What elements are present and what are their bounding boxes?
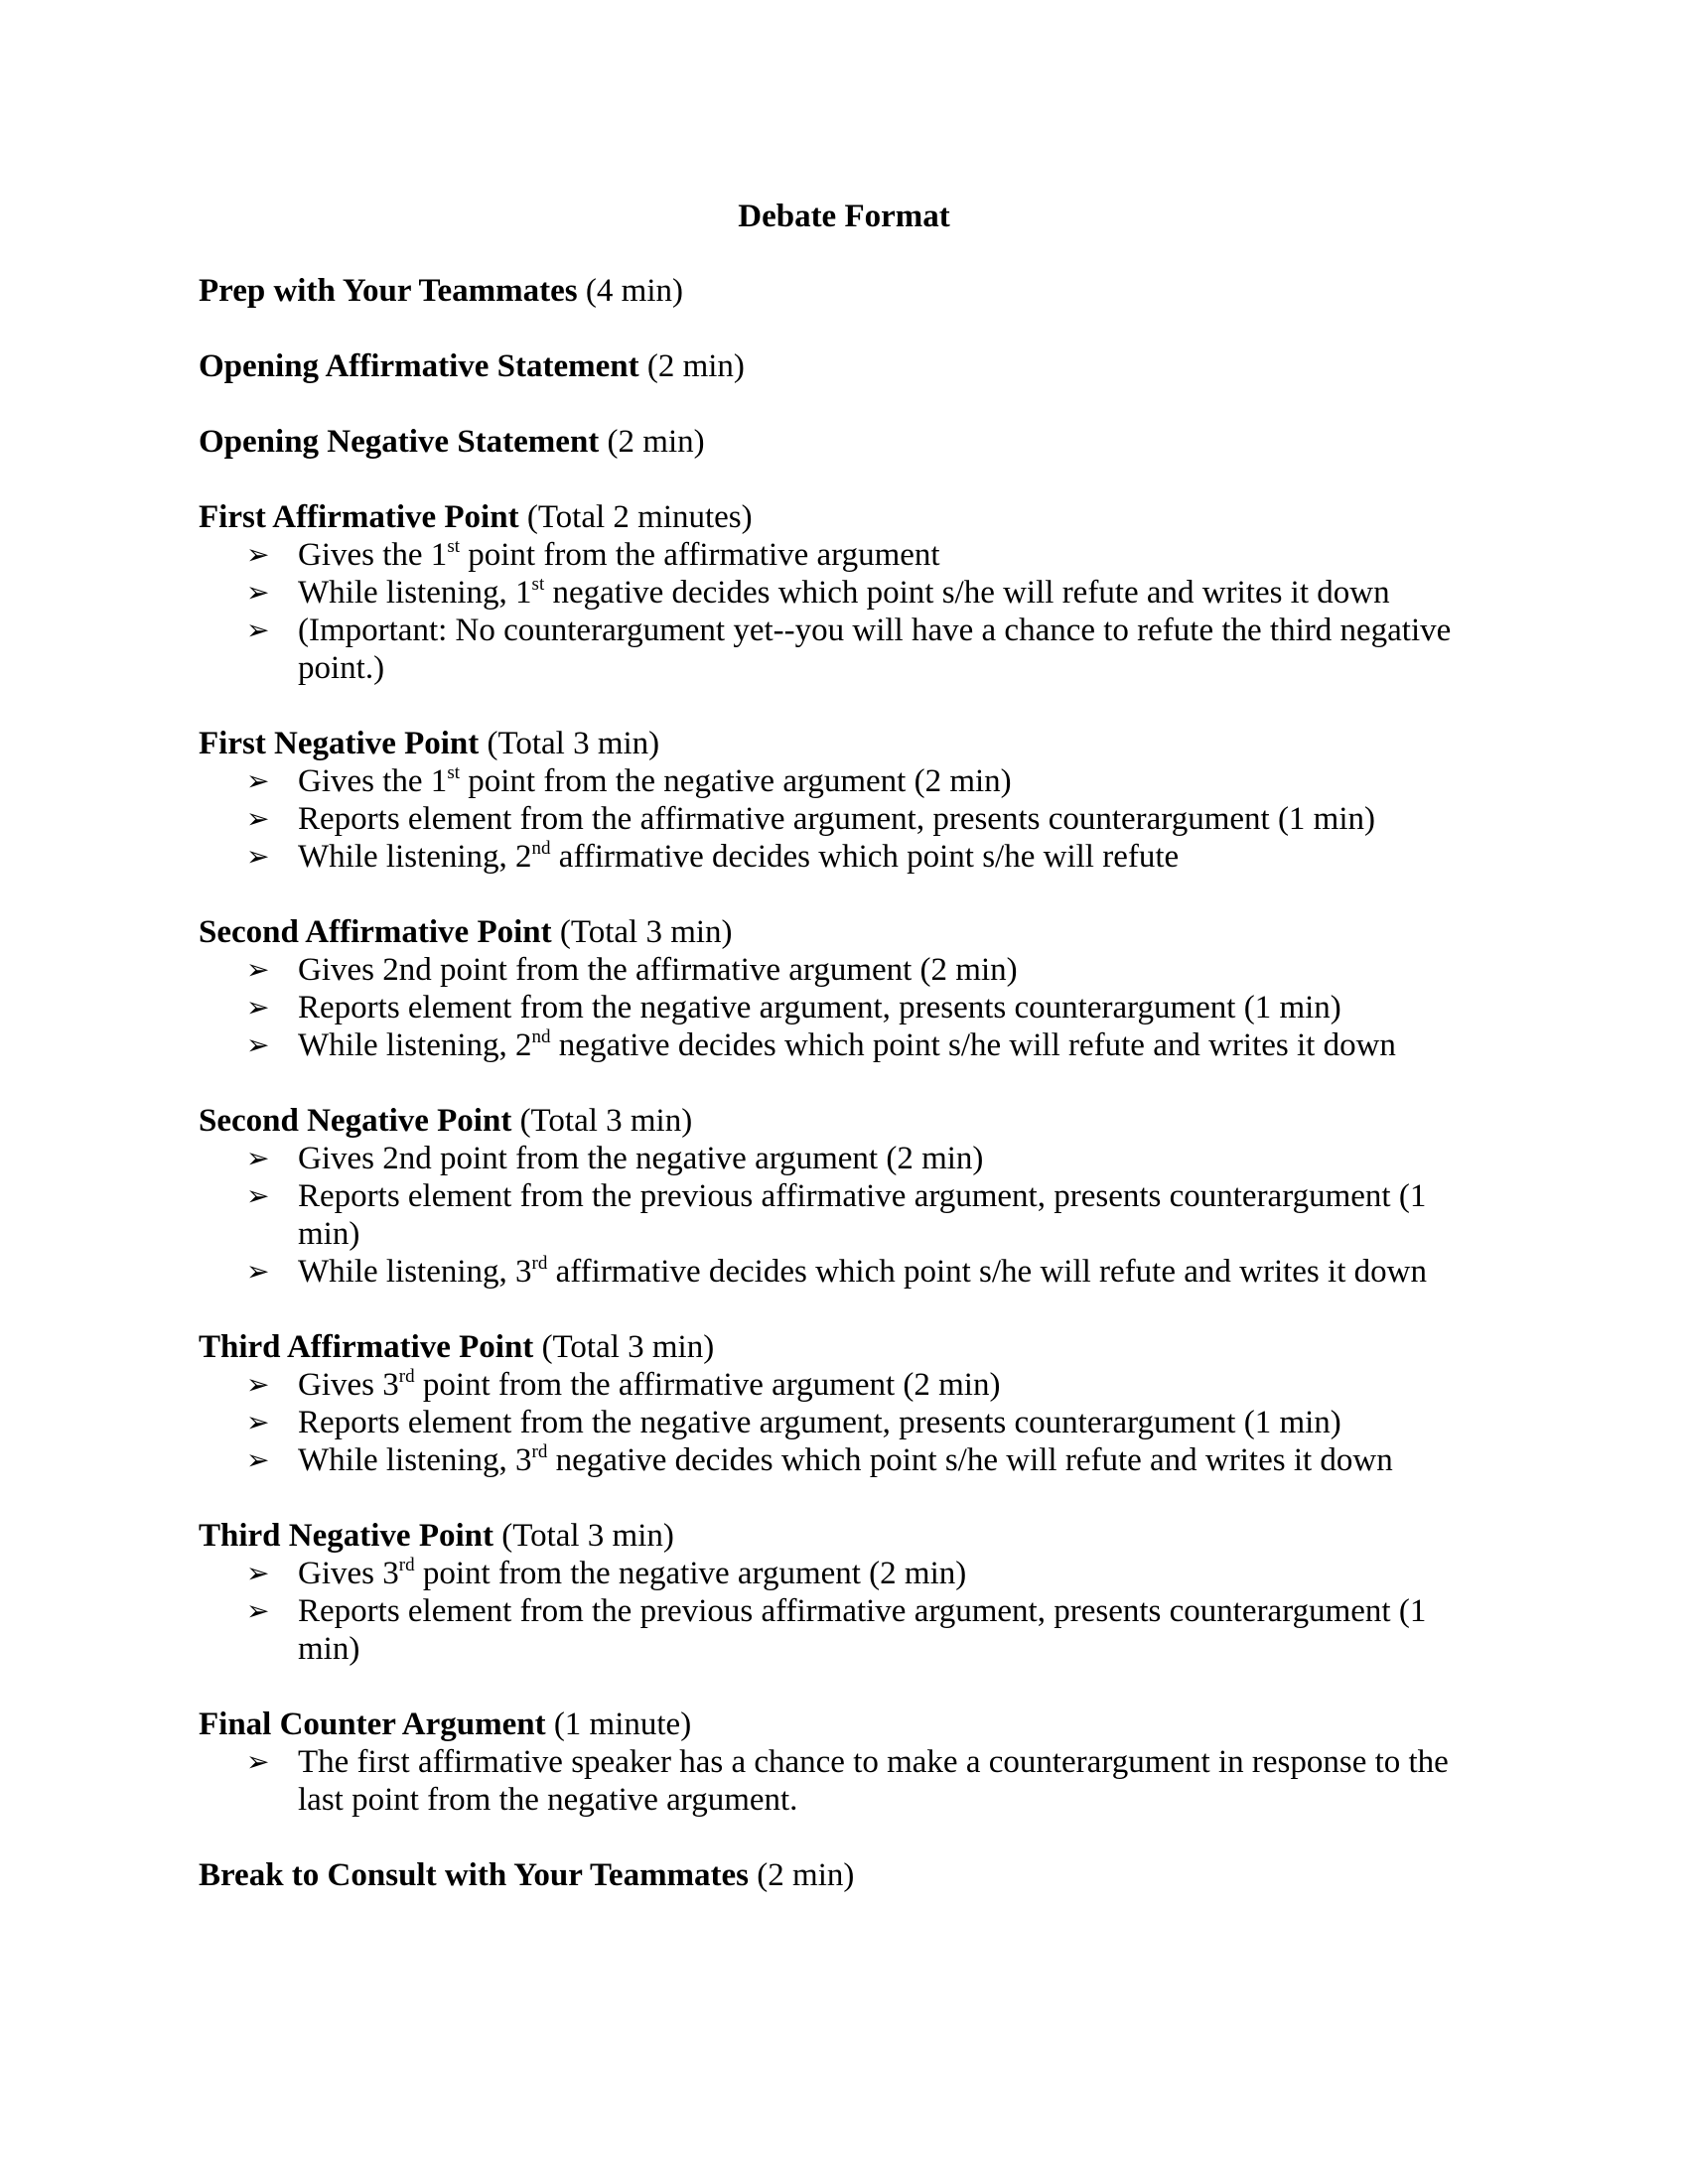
arrow-bullet-icon: ➢ bbox=[246, 1028, 270, 1061]
arrow-bullet-icon: ➢ bbox=[246, 1443, 270, 1476]
section bbox=[199, 1517, 1489, 1668]
section-heading-duration: (Total 3 min) bbox=[551, 914, 733, 950]
ordinal-superscript: st bbox=[447, 536, 460, 557]
section-heading-title: Break to Consult with Your Teammates bbox=[199, 1857, 750, 1893]
section-heading-title: First Negative Point bbox=[199, 726, 480, 761]
arrow-bullet-icon: ➢ bbox=[246, 840, 270, 873]
bullet-item: ➢ The first affirmative speaker has a chance to make a counterargument in response to the last point from the negative argument. bbox=[246, 1744, 1449, 1818]
section-heading bbox=[199, 347, 1489, 385]
ordinal-superscript: st bbox=[447, 762, 460, 783]
arrow-bullet-icon: ➢ bbox=[246, 1745, 270, 1778]
bullet-item: ➢ While listening, 3rd affirmative decides which point s/he will refute and writes it down bbox=[246, 1253, 1427, 1290]
section-heading-title: First Affirmative Point bbox=[199, 499, 519, 535]
section-heading bbox=[199, 1328, 1489, 1366]
bullet-list bbox=[199, 536, 1489, 687]
section-heading bbox=[199, 1102, 1489, 1140]
bullet-list bbox=[199, 951, 1489, 1064]
section-heading bbox=[199, 423, 1489, 461]
section-heading bbox=[199, 498, 1489, 536]
arrow-bullet-icon: ➢ bbox=[246, 538, 270, 571]
bullet-list bbox=[199, 1743, 1489, 1819]
section bbox=[199, 1706, 1489, 1819]
arrow-bullet-icon: ➢ bbox=[246, 1255, 270, 1288]
section-heading-duration: (2 min) bbox=[599, 424, 705, 460]
document-title: Debate Format bbox=[738, 199, 950, 234]
section-heading-duration: (Total 3 min) bbox=[511, 1103, 693, 1139]
section-heading-duration: (1 minute) bbox=[545, 1706, 692, 1742]
section bbox=[199, 347, 1489, 385]
bullet-item: ➢ Gives the 1st point from the affirmative argument bbox=[246, 536, 940, 573]
section-heading bbox=[199, 725, 1489, 762]
section-heading bbox=[199, 272, 1489, 310]
arrow-bullet-icon: ➢ bbox=[246, 1406, 270, 1438]
section bbox=[199, 272, 1489, 310]
bullet-list bbox=[199, 1366, 1489, 1479]
section-heading-duration: (2 min) bbox=[638, 348, 745, 384]
section bbox=[199, 498, 1489, 687]
ordinal-superscript: st bbox=[531, 574, 545, 595]
section-heading bbox=[199, 1517, 1489, 1555]
arrow-bullet-icon: ➢ bbox=[246, 802, 270, 835]
bullet-item: ➢ Reports element from the previous affirmative argument, presents counterargument (1 min) bbox=[246, 1593, 1427, 1667]
ordinal-superscript: rd bbox=[531, 1441, 548, 1462]
bullet-item: ➢ Reports element from the affirmative argument, presents counterargument (1 min) bbox=[246, 801, 1376, 837]
bullet-item: ➢ While listening, 3rd negative decides which point s/he will refute and writes it down bbox=[246, 1441, 1393, 1478]
section-heading bbox=[199, 1706, 1489, 1743]
bullet-item: ➢ Reports element from the negative argument, presents counterargument (1 min) bbox=[246, 990, 1341, 1025]
section bbox=[199, 913, 1489, 1064]
section bbox=[199, 1328, 1489, 1479]
bullet-item: ➢ Gives 3rd point from the affirmative argument (2 min) bbox=[246, 1366, 1001, 1403]
bullet-item: ➢ (Important: No counterargument yet--you will have a chance to refute the third negative point.) bbox=[246, 613, 1452, 686]
section-heading-title: Opening Affirmative Statement bbox=[199, 348, 639, 384]
sections-container bbox=[199, 272, 1489, 1932]
section-heading-title: Third Negative Point bbox=[199, 1518, 493, 1554]
section-heading-title: Third Affirmative Point bbox=[199, 1329, 534, 1365]
section bbox=[199, 1102, 1489, 1291]
bullet-list bbox=[199, 762, 1489, 876]
bullet-item: ➢ Gives 2nd point from the negative argument (2 min) bbox=[246, 1141, 984, 1176]
arrow-bullet-icon: ➢ bbox=[246, 614, 270, 646]
section-heading-duration: (4 min) bbox=[577, 273, 683, 309]
section-heading-title: Opening Negative Statement bbox=[199, 424, 600, 460]
arrow-bullet-icon: ➢ bbox=[246, 1557, 270, 1589]
arrow-bullet-icon: ➢ bbox=[246, 1368, 270, 1401]
section-heading-duration: (2 min) bbox=[749, 1857, 855, 1893]
section bbox=[199, 1856, 1489, 1894]
section-heading-duration: (Total 3 min) bbox=[492, 1518, 674, 1554]
arrow-bullet-icon: ➢ bbox=[246, 991, 270, 1024]
bullet-item: ➢ While listening, 1st negative decides which point s/he will refute and writes it down bbox=[246, 574, 1390, 611]
section bbox=[199, 423, 1489, 461]
ordinal-superscript: rd bbox=[398, 1555, 415, 1575]
section-heading-title: Second Affirmative Point bbox=[199, 914, 552, 950]
section-heading-title: Final Counter Argument bbox=[199, 1706, 546, 1742]
section-heading-title: Second Negative Point bbox=[199, 1103, 512, 1139]
bullet-item: ➢ While listening, 2nd affirmative decides which point s/he will refute bbox=[246, 838, 1180, 875]
arrow-bullet-icon: ➢ bbox=[246, 1594, 270, 1627]
section-heading-duration: (Total 3 min) bbox=[533, 1329, 715, 1365]
section-heading bbox=[199, 1856, 1489, 1894]
ordinal-superscript: nd bbox=[531, 838, 551, 859]
ordinal-superscript: nd bbox=[531, 1026, 551, 1047]
section-heading-duration: (Total 2 minutes) bbox=[518, 499, 753, 535]
bullet-list bbox=[199, 1555, 1489, 1668]
arrow-bullet-icon: ➢ bbox=[246, 576, 270, 609]
arrow-bullet-icon: ➢ bbox=[246, 1142, 270, 1174]
bullet-item: ➢ While listening, 2nd negative decides which point s/he will refute and writes it down bbox=[246, 1026, 1396, 1063]
arrow-bullet-icon: ➢ bbox=[246, 764, 270, 797]
arrow-bullet-icon: ➢ bbox=[246, 953, 270, 986]
bullet-item: ➢ Gives 3rd point from the negative argument (2 min) bbox=[246, 1555, 967, 1591]
bullet-list bbox=[199, 1140, 1489, 1291]
section-heading-duration: (Total 3 min) bbox=[479, 726, 660, 761]
ordinal-superscript: rd bbox=[398, 1366, 415, 1387]
section-heading bbox=[199, 913, 1489, 951]
ordinal-superscript: rd bbox=[531, 1253, 548, 1274]
bullet-item: ➢ Reports element from the negative argument, presents counterargument (1 min) bbox=[246, 1405, 1341, 1440]
arrow-bullet-icon: ➢ bbox=[246, 1179, 270, 1212]
bullet-item: ➢ Gives the 1st point from the negative argument (2 min) bbox=[246, 762, 1012, 799]
section-heading-title: Prep with Your Teammates bbox=[199, 273, 578, 309]
section bbox=[199, 725, 1489, 876]
bullet-item: ➢ Reports element from the previous affirmative argument, presents counterargument (1 min) bbox=[246, 1178, 1427, 1252]
bullet-item: ➢ Gives 2nd point from the affirmative argument (2 min) bbox=[246, 952, 1018, 988]
